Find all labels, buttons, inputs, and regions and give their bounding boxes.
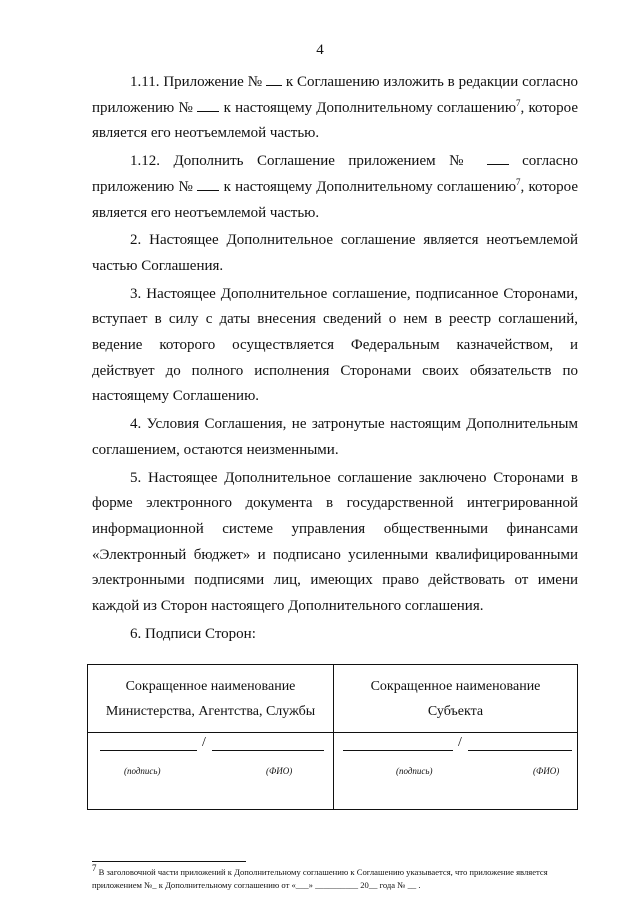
- header-line: Сокращенное наименование: [125, 679, 296, 694]
- slash-separator: /: [202, 735, 206, 750]
- paragraph-5: 5. Настоящее Дополнительное соглашение заключено Сторонами в форме электронного документа в государственной интегрированной информационной системе управления общественными финансами «Электронный бюджет» и подписано усиленными квалифицированными электронными подписями лиц, имеющих право действовать от имени каждой из Сторон настоящего Дополнительного соглашения.: [92, 469, 578, 615]
- paragraph-1-12-part-d: , которое является его неотъемлемой частью.: [92, 178, 579, 221]
- signature-line: [100, 750, 197, 751]
- name-line: [212, 750, 324, 751]
- footnote-ref: 7: [516, 97, 521, 108]
- paragraph-4: 4. Условия Соглашения, не затронутые настоящим Дополнительным соглашением, остаются неизменными.: [92, 416, 578, 458]
- signature-column-ministry: [88, 665, 334, 809]
- footnote-line: В заголовочной части приложений к Дополнительному соглашению к Соглашению указывается, что приложение: [98, 867, 514, 877]
- blank-field: [197, 98, 219, 112]
- footnote-divider: [92, 861, 246, 862]
- paragraph-1-11-part-c: к настоящему Дополнительному соглашению: [223, 99, 517, 116]
- paragraph-3: 3. Настоящее Дополнительное соглашение, подписанное Сторонами, вступает в силу с даты внесения сведений о нем в реестр соглашений, ведение которого осуществляется Федеральным казначейством, и действует до полного исполнения Сторонами своих обязательств по настоящему Соглашению.: [92, 285, 578, 405]
- name-caption: (ФИО): [533, 766, 560, 776]
- signature-caption: (подпись): [396, 766, 433, 776]
- paragraph-1-11-part-a: 1.11. Приложение №: [130, 74, 263, 90]
- paragraph-2: 2. Настоящее Дополнительное соглашение является неотъемлемой частью Соглашения.: [92, 232, 578, 274]
- signature-line: [343, 750, 453, 751]
- signature-caption: (подпись): [124, 766, 161, 776]
- paragraph-1-12-part-a: 1.12. Дополнить Соглашение приложением №: [130, 153, 474, 170]
- paragraph-1-11-part-b: к Соглашению изложить в редакции согласно приложению №: [92, 74, 578, 116]
- footnote-line: является приложением №_ к Дополнительному соглашению от «___» __________ 20__ года № __ .: [92, 867, 548, 890]
- paragraph-1-12-part-c: к настоящему Дополнительному соглашению: [223, 178, 517, 195]
- header-line: Сокращенное наименование: [370, 679, 541, 694]
- paragraph-1-12: [92, 149, 578, 226]
- name-line: [468, 750, 572, 751]
- footnote: [92, 863, 578, 892]
- signature-header-ministry: [88, 665, 333, 733]
- paragraph-1-11-part-d: , которое является его неотъемлемой частью.: [92, 99, 579, 142]
- paragraph-1-12-part-b: согласно приложению №: [92, 153, 578, 195]
- signature-header-subject: [333, 665, 578, 733]
- footnote-marker: 7: [92, 863, 97, 874]
- blank-field: [487, 151, 509, 165]
- name-caption: (ФИО): [266, 766, 293, 776]
- blank-field: [197, 177, 219, 191]
- footnote-ref: 7: [516, 176, 521, 187]
- signature-table: [87, 664, 578, 810]
- header-line: Субъекта: [427, 704, 484, 719]
- signature-column-subject: [333, 665, 578, 809]
- header-line: Министерства, Агентства, Службы: [105, 704, 316, 719]
- page-number: 4: [316, 42, 324, 58]
- paragraph-1-11: [92, 70, 578, 147]
- document-body: [92, 70, 578, 647]
- paragraph-6: 6. Подписи Сторон:: [130, 625, 256, 642]
- blank-field: [266, 72, 282, 86]
- slash-separator: /: [458, 735, 462, 750]
